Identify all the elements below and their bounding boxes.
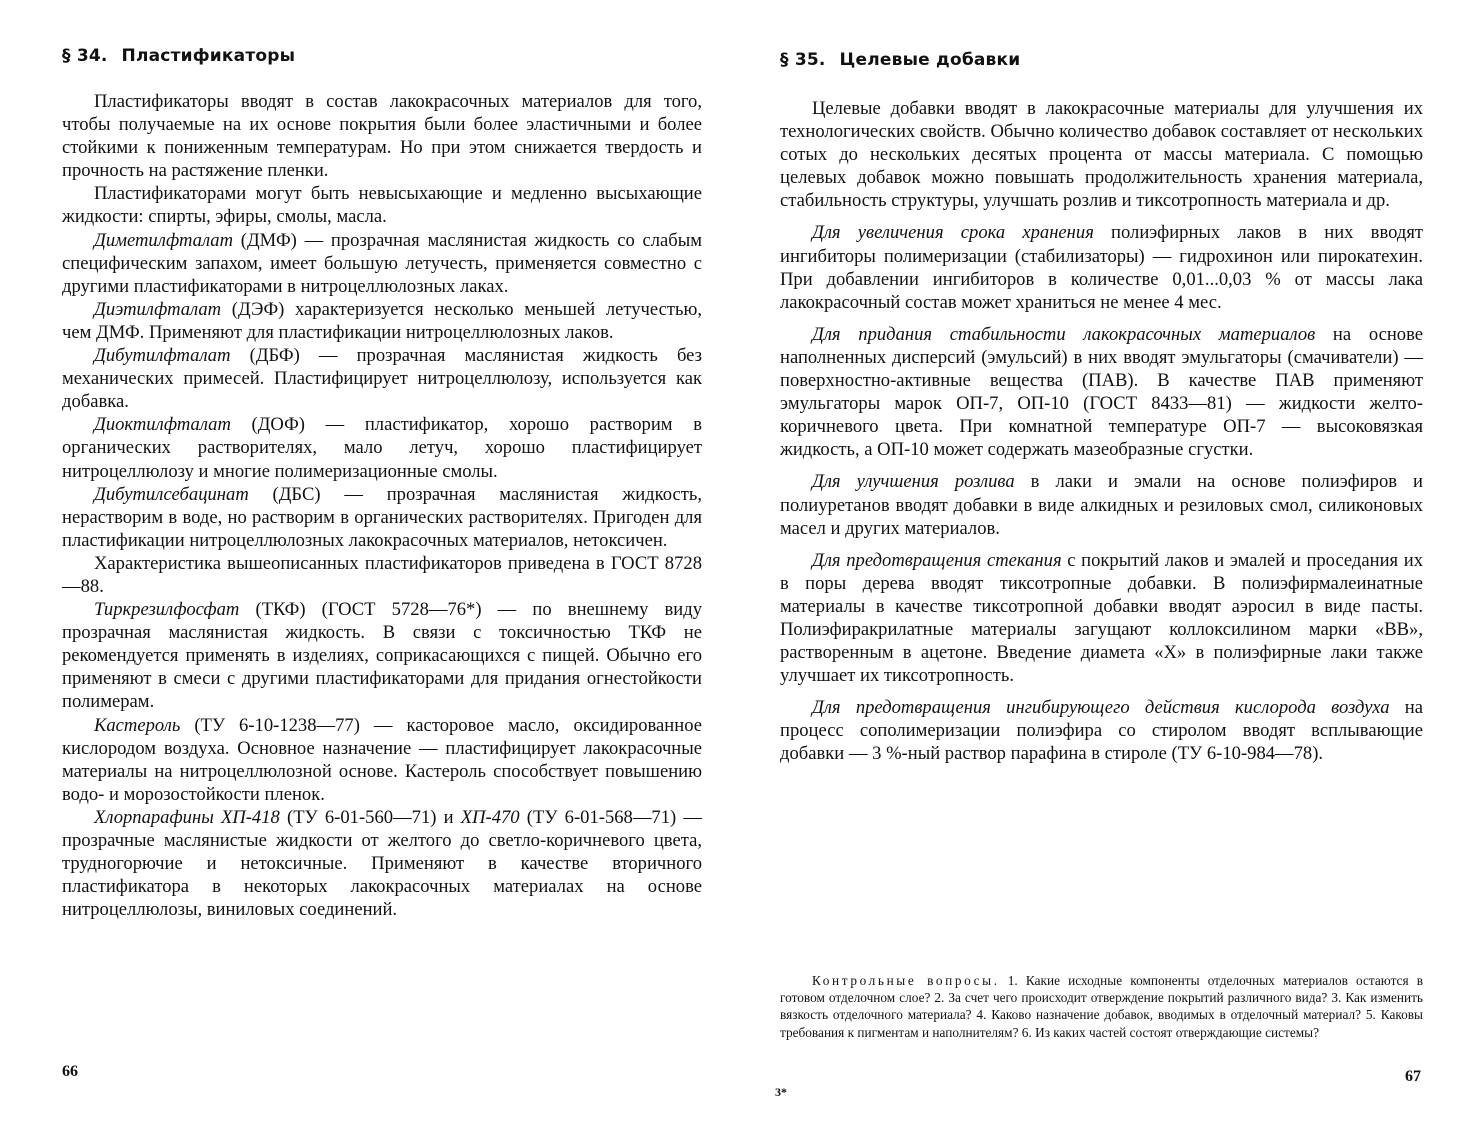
plasticizer-entry	[62, 298, 702, 344]
entry-text: (ТУ 6-01-560—71) и	[279, 806, 461, 828]
term: Диэтилфталат	[94, 298, 222, 320]
entry-text: (ДОФ) — пластификатор, хорошо растворим в органических растворителях, мало летуч, хорошо пластифицирует нитроцеллюлозу и многие полимеризационные смолы.	[62, 414, 702, 482]
page-number: 67	[1405, 1068, 1421, 1085]
paragraph: Пластификаторами могут быть невысыхающие и медленно высыхающие жидкости: спирты, эфиры, смолы, масла.	[62, 183, 702, 228]
entry-text: на процесс сополимеризации полиэфира со стиролом вводят всплывающие добавки — 3 %-ный раствор парафина в стироле (ТУ 6-10-984—78).	[780, 697, 1423, 765]
entry-text: на основе наполненных дисперсий (эмульсий) в них вводят эмульгаторы (смачиватели) — поверхностно-активные вещества (ПАВ). В качестве ПАВ применяют эмульгаторы марок ОП-7, ОП-10 (ГОСТ 8433—81) — жидкости желто-коричневого цвета. При комнатной температуре ОП-7 — высоковязкая жидкость, а ОП-10 может содержать мазеобразные сгустки.	[780, 323, 1424, 461]
right-page-body	[780, 97, 1423, 766]
term: Кастероль	[94, 714, 181, 736]
purpose-lead: Для предотвращения ингибирующего действия кислорода воздуха	[812, 697, 1390, 719]
section-heading-35	[780, 50, 1020, 70]
section-heading-34	[62, 46, 295, 66]
entry-text: (ТКФ) (ГОСТ 5728—76*) — по внешнему виду прозрачная маслянистая жидкость. В связи с токсичностью ТКФ не рекомендуется применять в изделиях, соприкасающихся с пищей. Обычно его применяют в смеси с другими пластификаторами для придания огнестойкости полимерам.	[62, 599, 702, 713]
section-number: § 35.	[780, 50, 826, 70]
purpose-lead: Для увеличения срока хранения	[812, 222, 1094, 244]
term: Диметилфталат	[94, 229, 234, 251]
section-title: Пластификаторы	[121, 46, 296, 66]
purpose-lead: Для предотвращения стекания	[812, 549, 1062, 571]
printer-signature-mark: 3*	[775, 1085, 787, 1099]
entry-text: в лаки и эмали на основе полиэфиров и полиуретанов вводят добавки в виде алкидных и резиловых смол, силиконовых масел и других материалов.	[780, 471, 1423, 539]
entry-text: (ДЭФ) характеризуется несколько меньшей летучестью, чем ДМФ. Применяют для пластификации нитроцеллюлозных лаков.	[62, 298, 702, 343]
plasticizer-entry	[62, 483, 702, 552]
term: Хлорпарафины ХП-418	[94, 806, 280, 828]
paragraph: Целевые добавки вводят в лакокрасочные материалы для улучшения их технологических свойств. Обычно количество добавок составляет от нескольких сотых до нескольких десятых процента от массы материала. С помощью целевых добавок можно повышать продолжительность хранения материала, стабильность структуры, улучшать розлив и тиксотропность материала и др.	[780, 98, 1423, 212]
term: Тиркрезилфосфат	[94, 599, 240, 621]
section-title: Целевые добавки	[839, 50, 1021, 70]
purpose-lead: Для улучшения розлива	[812, 471, 1015, 493]
additive-entry	[780, 549, 1423, 688]
review-questions-text: 1. Какие исходные компоненты отделочных материалов остаются в готовом отделочном слое? 2. За счет чего происходит отверждение покрытий различного вида? 3. Как изменить вязкость отделочного материала? 4. Каково назначение добавок, вводимых в отделочный материал? 5. Каковы требования к пигментам и наполнителям? 6. Из каких частей состоят отверждающие системы?	[780, 973, 1424, 1040]
term: Дибутилфталат	[94, 345, 231, 367]
additive-entry	[780, 470, 1423, 539]
plasticizer-entry	[62, 229, 702, 298]
term: ХП-470	[460, 806, 520, 828]
entry-text: полиэфирных лаков в них вводят ингибиторы полимеризации (стабилизаторы) — гидрохинон или пирокатехин. При добавлении ингибиторов в количестве 0,01...0,03 % от массы лака лакокрасочный состав может храниться не менее 4 мес.	[780, 222, 1423, 313]
right-page	[775, 0, 1424, 1126]
plasticizer-entry	[62, 598, 702, 713]
term: Дибутилсебацинат	[94, 483, 249, 505]
left-page-body	[62, 90, 702, 921]
section-number: § 34.	[62, 46, 108, 66]
plasticizer-entry	[62, 413, 702, 482]
entry-text: с покрытий лаков и эмалей и проседания их в поры дерева вводят тиксотропные добавки. В полиэфирмалеинатные материалы в качестве тиксотропной добавки вводят аэросил в виде пасты. Полиэфиракрилатные материалы загущают коллоксилином марки «ВВ», растворенным в ацетоне. Введение диамета «Х» в полиэфирные лаки также улучшает их тиксотропность.	[780, 549, 1423, 687]
additive-entry	[780, 323, 1423, 462]
gost-note: Характеристика вышеописанных пластификаторов приведена в ГОСТ 8728—88.	[62, 552, 702, 597]
entry-text: (ДБС) — прозрачная маслянистая жидкость, нерастворим в воде, но растворим в органических растворителях. Пригоден для пластификации нитроцеллюлозных лакокрасочных материалов, нетоксичен.	[62, 483, 702, 551]
additive-entry	[780, 696, 1423, 765]
paragraph: Пластификаторы вводят в состав лакокрасочных материалов для того, чтобы получаемые на их основе покрытия были более эластичными и более стойкими к пониженным температурам. Но при этом снижается твердость и прочность на растяжение пленки.	[62, 91, 702, 182]
entry-text: (ДБФ) — прозрачная маслянистая жидкость без механических примесей. Пластифицирует нитроцеллюлозу, используется как добавка.	[62, 345, 702, 413]
entry-text: (ДМФ) — прозрачная маслянистая жидкость со слабым специфическим запахом, имеет большую летучесть, применяется совместно с другими пластификаторами в нитроцеллюлозных лаках.	[62, 229, 702, 297]
additive-entry	[780, 221, 1423, 313]
review-questions	[780, 972, 1423, 1041]
entry-text: (ТУ 6-10-1238—77) — касторовое масло, оксидированное кислородом воздуха. Основное назначение — пластифицирует лакокрасочные материалы на нитроцеллюлозной основе. Кастероль способствует повышению водо- и морозостойкости пленок.	[62, 714, 702, 805]
purpose-lead: Для придания стабильности лакокрасочных материалов	[812, 323, 1316, 345]
page-number: 66	[62, 1063, 78, 1080]
plasticizer-entry	[62, 806, 702, 921]
entry-text: (ТУ 6-01-568—71) — прозрачные маслянистые жидкости от желтого до светло-коричневого цвета, трудногорючие и нетоксичные. Применяют в качестве вторичного пластификатора в некоторых лакокрасочных материалах на основе нитроцеллюлозы, виниловых соединений.	[62, 806, 702, 921]
left-page	[62, 0, 702, 1126]
term: Диоктилфталат	[94, 414, 231, 436]
plasticizer-entry	[62, 344, 702, 413]
review-questions-label: Контрольные вопросы.	[812, 973, 1000, 988]
plasticizer-entry	[62, 714, 702, 806]
